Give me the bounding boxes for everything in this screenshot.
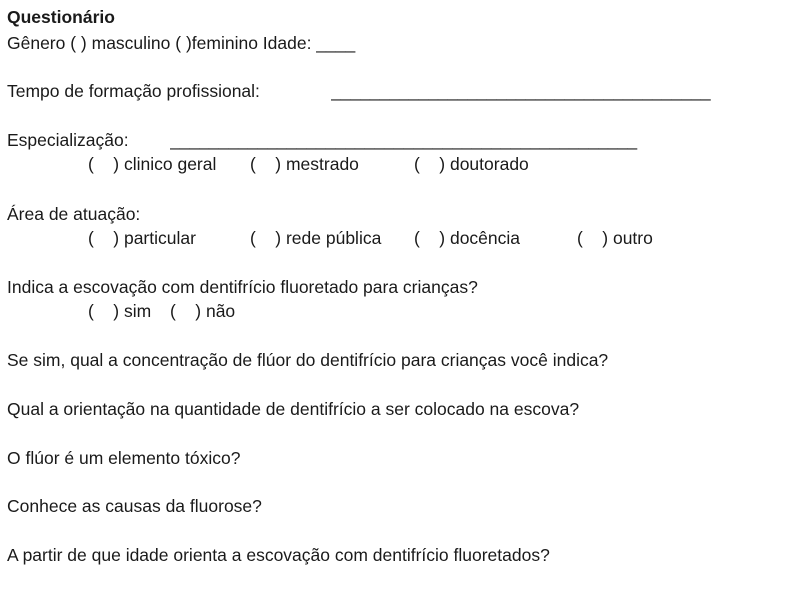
option-doutorado: ( ) doutorado bbox=[414, 154, 529, 174]
option-outro: ( ) outro bbox=[577, 228, 653, 248]
area-label: Área de atuação: bbox=[7, 204, 141, 224]
escovacao-question: Indica a escovação com dentifrício fluoretado para crianças? bbox=[7, 277, 478, 297]
especializacao-blank: ________________________________________________ bbox=[170, 130, 638, 150]
option-particular: ( ) particular bbox=[88, 228, 196, 248]
option-rede-publica: ( ) rede pública bbox=[250, 228, 382, 248]
page-title: Questionário bbox=[7, 7, 115, 27]
tempo-label: Tempo de formação profissional: bbox=[7, 81, 260, 101]
genero-line: Gênero ( ) masculino ( )feminino Idade: ____ bbox=[7, 33, 356, 53]
question-toxico: O flúor é um elemento tóxico? bbox=[7, 448, 241, 468]
option-nao: ( ) não bbox=[170, 301, 236, 321]
question-idade: A partir de que idade orienta a escovação com dentifrício fluoretados? bbox=[7, 545, 550, 565]
option-mestrado: ( ) mestrado bbox=[250, 154, 359, 174]
option-sim: ( ) sim bbox=[88, 301, 152, 321]
option-docencia: ( ) docência bbox=[414, 228, 521, 248]
tempo-blank: _______________________________________ bbox=[331, 81, 711, 101]
option-clinico-geral: ( ) clinico geral bbox=[88, 154, 217, 174]
especializacao-label: Especialização: bbox=[7, 130, 129, 150]
question-concentracao: Se sim, qual a concentração de flúor do dentifrício para crianças você indica? bbox=[7, 350, 609, 370]
question-fluorose: Conhece as causas da fluorose? bbox=[7, 496, 262, 516]
question-quantidade: Qual a orientação na quantidade de dentifrício a ser colocado na escova? bbox=[7, 399, 580, 419]
